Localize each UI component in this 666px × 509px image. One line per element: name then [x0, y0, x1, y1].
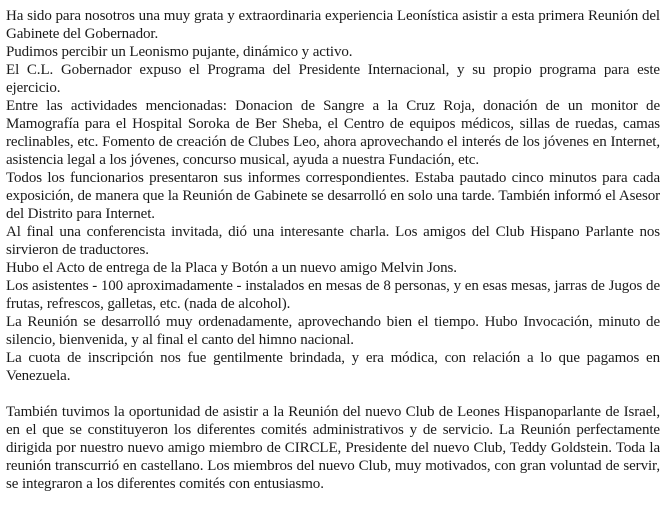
paragraph-gobernador-programa: El C.L. Gobernador expuso el Programa del Presidente Internacional, y su propio programa para este ejercicio.: [6, 62, 660, 96]
paragraph-conferencista: Al final una conferencista invitada, dió una interesante charla. Los amigos del Club Hispano Parlante nos sirvieron de traductores.: [6, 224, 660, 258]
paragraph-desarrollo-reunion: La Reunión se desarrolló muy ordenadamente, aprovechando bien el tiempo. Hubo Invocación, minuto de silencio, bienvenida, y al final el canto del himno nacional.: [6, 314, 660, 348]
paragraph-placa-boton: Hubo el Acto de entrega de la Placa y Botón a un nuevo amigo Melvin Jons.: [6, 260, 457, 276]
paragraph-cuota-inscripcion: La cuota de inscripción nos fue gentilmente brindada, y era módica, con relación a lo que pagamos en Venezuela.: [6, 350, 660, 384]
paragraph-gabinete-intro: Ha sido para nosotros una muy grata y extraordinaria experiencia Leonística asistir a esta primera Reunión del Gabinete del Gobernador.: [6, 8, 660, 42]
paragraph-club-hispanoparlante: También tuvimos la oportunidad de asistir a la Reunión del nuevo Club de Leones Hispanoparlante de Israel, en el que se constituyeron los diferentes comités administrativos y de servicio. La Reunión perfectamente dirigida por nuestro nuevo amigo miembro de CIRCLE, Presidente del nuevo Club, Teddy Goldstein. Toda la reunión transcurrió en castellano. Los miembros del nuevo Club, muy motivados, con gran voluntad de servir, se integraron a los diferentes comités con entusiasmo.: [6, 404, 660, 492]
paragraph-asistentes: Los asistentes - 100 aproximadamente - instalados en mesas de 8 personas, y en esas mesas, jarras de Jugos de frutas, refrescos, galletas, etc. (nada de alcohol).: [6, 278, 660, 312]
paragraph-actividades: Entre las actividades mencionadas: Donacion de Sangre a la Cruz Roja, donación de un monitor de Mamografía para el Hospital Soroka de Ber Sheba, el Centro de equipos médicos, sillas de ruedas, camas reclinables, etc. Fomento de creación de Clubes Leo, ahora aprovechando el interés de los jóvenes en Internet, asistencia legal a los jóvenes, concurso musical, ayuda a nuestra Fundación, etc.: [6, 98, 660, 168]
paragraph-funcionarios: Todos los funcionarios presentaron sus informes correspondientes. Estaba pautado cinco minutos para cada exposición, de manera que la Reunión de Gabinete se desarrolló en solo una tarde. También informó el Asesor del Distrito para Internet.: [6, 170, 660, 222]
paragraph-spacer: [6, 385, 660, 403]
paragraph-leonismo: Pudimos percibir un Leonismo pujante, dinámico y activo.: [6, 44, 353, 60]
